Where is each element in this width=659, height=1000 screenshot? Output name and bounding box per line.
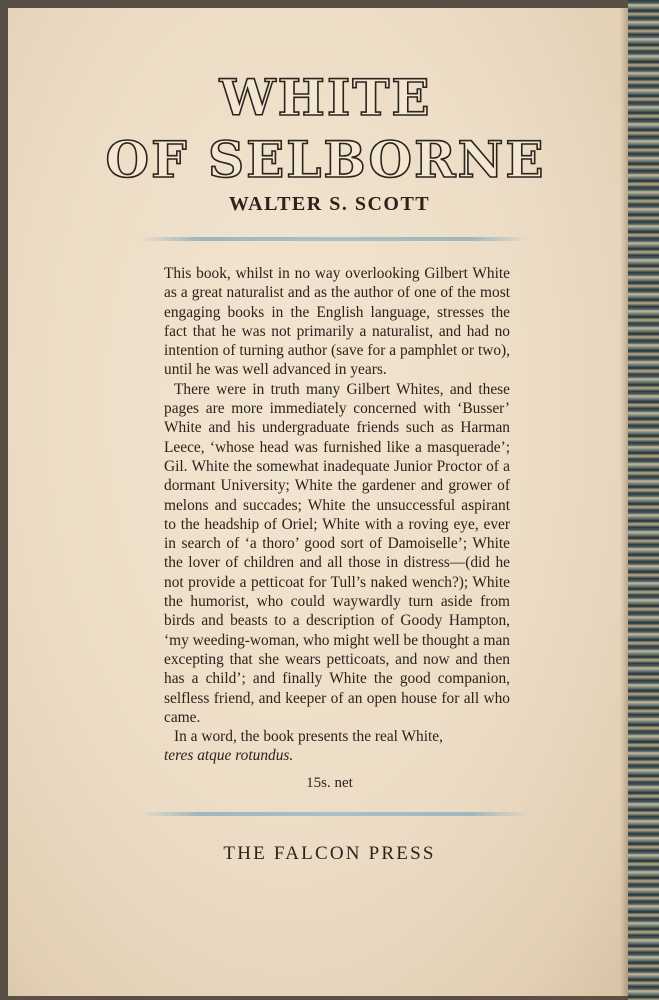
title-line-2: OF SELBORNE [105, 130, 546, 189]
blurb-paragraph-1: This book, whilst in no way overlooking Gilbert White as a great naturalist and as the author of one of the most engaging books in the English language, stresses the fact that he was not primarily a naturalist, and had no intention of turning author (save for a pamphlet or two), until he was well advanced in years. [164, 265, 510, 379]
publisher-name: THE FALCON PRESS [223, 843, 436, 864]
blurb-paragraph-2: There were in truth many Gilbert Whites, and these pages are more immediately concerned with ‘Busser’ White and his undergraduate friends such as Harman Leece, ‘whose head was furnished like a masquerade’; Gil. White the somewhat inadequate Junior Proctor of a dormant University; White the gardener and grower of melons and succades; White the unsuccessful aspirant to the headship of Oriel; White with a roving eye, ever in search of ‘a thoro’ good sort of Damoiselle’; White the lover of children and all those in distress—(did he not provide a petticoat for Tull’s naked wench?); White the humorist, who could waywardly turn aside from birds and beasts to a description of Goody Hampton, ‘my weeding-woman, who might well be thought a man excepting that she wears petticoats, and now and then has a child’; and finally White the good companion, selfless friend, and keeper of an open house for all who came. [164, 380, 510, 726]
title-line-1: WHITE [219, 68, 432, 127]
price-label: 15s. net [306, 775, 353, 791]
top-divider [140, 237, 530, 241]
author-name: WALTER S. SCOTT [228, 193, 431, 215]
bottom-divider [140, 812, 530, 816]
latin-phrase: teres atque rotundus. [164, 747, 294, 765]
blurb-text [164, 264, 510, 766]
blurb-paragraph-3: In a word, the book presents the real White, [174, 728, 443, 746]
